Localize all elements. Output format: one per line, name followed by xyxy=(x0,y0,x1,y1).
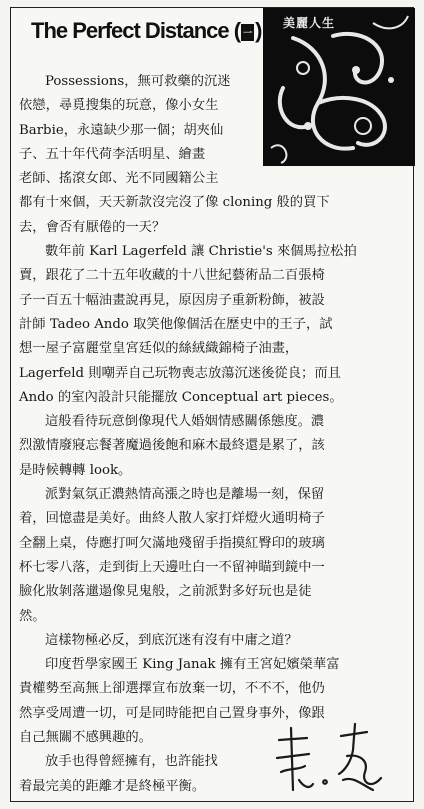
text-line: 着最完美的距離才是終極平衡。 xyxy=(19,778,206,794)
text-line: Possessions，無可救藥的沉迷 xyxy=(45,74,231,89)
text-line: 依戀，尋覓搜集的玩意，像小女生 xyxy=(19,98,219,114)
text-line: 子、五十年代荷李活明星、繪畫 xyxy=(19,146,206,162)
text-line: 然。 xyxy=(19,608,46,624)
text-line: 自己無關不感興趣的。 xyxy=(19,730,152,746)
signature-icon xyxy=(269,720,389,800)
title-text: The Perfect Distance xyxy=(31,18,229,43)
text-line: 是時候轉轉 look。 xyxy=(19,462,132,478)
text-line: 計師 Tadeo Ando 取笑他像個活在歷史中的王子，試 xyxy=(19,316,333,332)
text-line: 老師、搖滾女郎、光不同國籍公主 xyxy=(19,171,219,187)
text-line: 着，回憶盡是美好。曲終人散人家打烊燈火通明椅子 xyxy=(19,511,325,527)
title-paren-open: ( xyxy=(233,18,241,43)
text-line: 放手也得曾經擁有，也許能找 xyxy=(45,754,218,770)
text-line: Barbie，永遠缺少那一個；胡夾仙 xyxy=(19,122,224,138)
text-line: 烈激情廢寢忘餐著魔過後飽和麻木最終還是累了，該 xyxy=(19,438,325,454)
text-line: 派對氣氛正濃熱情高漲之時也是離場一刻，保留 xyxy=(45,487,325,503)
text-line: 印度哲學家國王 King Janak 擁有王宮妃嬪榮華富 xyxy=(45,657,340,673)
article-body xyxy=(19,70,405,799)
title-paren-close: ) xyxy=(255,18,262,43)
text-line: 賣，跟花了二十五年收藏的十八世紀藝術品二百張椅 xyxy=(19,268,325,284)
text-line: 都有十來個，天天新款沒完沒了像 cloning 般的買下 xyxy=(19,195,330,211)
text-line: Ando 的室內設計只能擺放 Conceptual art pieces。 xyxy=(19,389,343,405)
article-frame xyxy=(10,7,414,802)
text-line: 這樣物極必反，到底沉迷有沒有中庸之道？ xyxy=(45,632,298,648)
text-line: 子一百五十幅油畫說再見，原因房子重新粉飾，被設 xyxy=(19,292,325,308)
text-line: 臉化妝剝落邋遢像見鬼般，之前派對多好玩也是徒 xyxy=(19,584,312,600)
text-line: 然享受周遭一切，可是同時能把自己置身事外，像跟 xyxy=(19,705,325,721)
text-line: Lagerfeld 則嘲弄自己玩物喪志放蕩沉迷後從良；而且 xyxy=(19,365,341,381)
text-line: 杯七零八落，走到街上天邊吐白一不留神瞄到鏡中一 xyxy=(19,559,325,575)
text-line: 貴權勢至高無上卻選擇宣布放棄一切，不不不，他仍 xyxy=(19,681,325,697)
column-tag: 美麗人生 xyxy=(283,16,336,30)
text-line: 想一屋子富麗堂皇宮廷似的絲絨織錦椅子油畫， xyxy=(19,341,299,357)
article-title xyxy=(31,18,261,44)
text-line: 全翻上桌，侍應打呵欠滿地殘留手指摸紅臀印的玻璃 xyxy=(19,535,325,551)
text-line: 去，會否有厭倦的一天？ xyxy=(19,219,166,235)
part-marker: 一 xyxy=(241,24,254,41)
author-signature xyxy=(269,720,389,800)
text-line: 這般看待玩意倒像現代人婚姻情感關係態度。濃 xyxy=(45,414,325,430)
text-line: 數年前 Karl Lagerfeld 讓 Christie's 來個馬拉松拍 xyxy=(45,244,357,260)
